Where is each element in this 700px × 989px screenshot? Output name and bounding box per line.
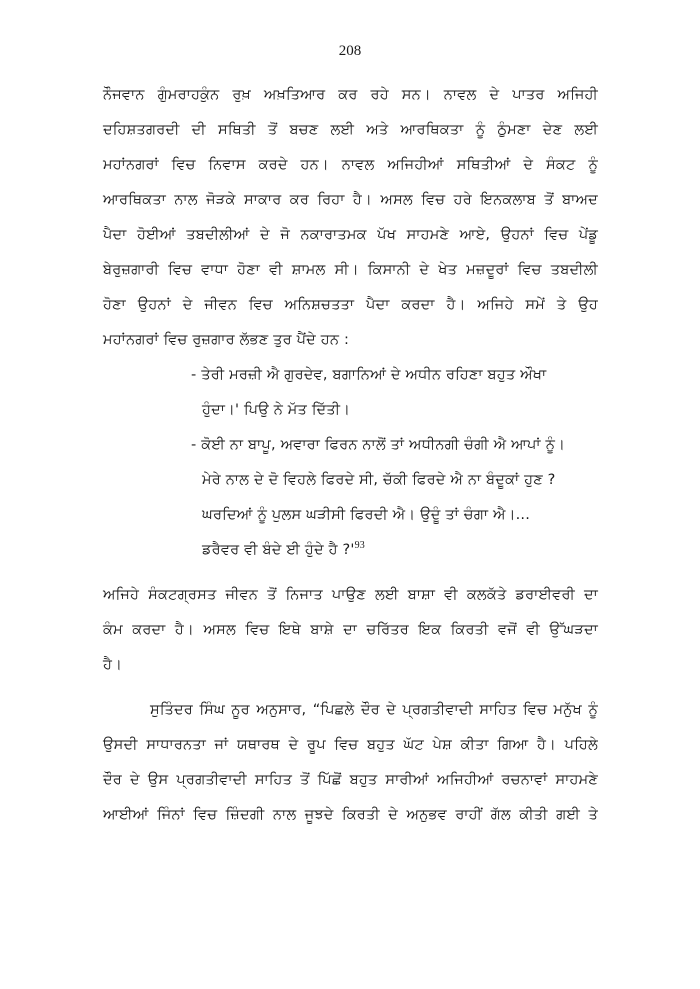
text-line: ਆਰਥਿਕਤਾ ਨਾਲ ਜੋੜਕੇ ਸਾਕਾਰ ਕਰ ਰਿਹਾ ਹੈ। ਅਸਲ ਵਿਚ ਹਰੇ ਇਨਕਲਾਬ ਤੋਂ ਬਾਅਦ	[103, 192, 598, 208]
block-quote	[103, 358, 598, 568]
page-number: 208	[338, 43, 362, 59]
text-line: ਸੁਤਿੰਦਰ ਸਿੰਘ ਨੂਰ ਅਨੁਸਾਰ, “ਪਿਛਲੇ ਦੌਰ ਦੇ ਪ੍ਰਗਤੀਵਾਦੀ ਸਾਹਿਤ ਵਿਚ ਮਨੁੱਖ ਨੂੰ	[150, 702, 598, 718]
quote-line: ਹੁੰਦਾ।' ਪਿਉ ਨੇ ਮੱਤ ਦਿੱਤੀ।	[202, 402, 351, 418]
text-line: ਦਹਿਸ਼ਤਗਰਦੀ ਦੀ ਸਥਿਤੀ ਤੋਂ ਬਚਣ ਲਈ ਅਤੇ ਆਰਥਿਕਤਾ ਨੂੰ ਠੁੰਮਣਾ ਦੇਣ ਲਈ	[103, 122, 598, 138]
text-line: ਹੈ।	[103, 657, 123, 673]
quote-text: ਡਰੈਵਰ ਵੀ ਬੰਦੇ ਈ ਹੁੰਦੇ ਹੈ ?'	[202, 542, 355, 558]
text-line: ਮਹਾਂਨਗਰਾਂ ਵਿਚ ਨਿਵਾਸ ਕਰਦੇ ਹਨ। ਨਾਵਲ ਅਜਿਹੀਆਂ ਸਥਿਤੀਆਂ ਦੇ ਸੰਕਟ ਨੂੰ	[103, 157, 598, 173]
paragraph-3	[103, 693, 598, 833]
quote-line: - ਕੋਈ ਨਾ ਬਾਪੂ, ਅਵਾਰਾ ਫਿਰਨ ਨਾਲੋਂ ਤਾਂ ਅਧੀਨਗੀ ਚੰਗੀ ਐ ਆਪਾਂ ਨੂੰ।	[191, 437, 566, 453]
document-body	[103, 78, 598, 833]
paragraph-1	[103, 78, 598, 358]
text-line: ਕੰਮ ਕਰਦਾ ਹੈ। ਅਸਲ ਵਿਚ ਇਥੇ ਬਾਸ਼ੇ ਦਾ ਚਰਿੱਤਰ ਇਕ ਕਿਰਤੀ ਵਜੋਂ ਵੀ ਉੱਘੜਦਾ	[103, 622, 598, 638]
quote-line: ਮੇਰੇ ਨਾਲ ਦੇ ਦੋ ਵਿਹਲੇ ਫਿਰਦੇ ਸੀ, ਚੱਕੀ ਫਿਰਦੇ ਐ ਨਾ ਬੰਦੂਕਾਂ ਹੁਣ ?	[202, 472, 556, 488]
quote-line-last	[103, 533, 598, 568]
text-line: ਹੋਣਾ ਉਹਨਾਂ ਦੇ ਜੀਵਨ ਵਿਚ ਅਨਿਸ਼ਚਤਤਾ ਪੈਦਾ ਕਰਦਾ ਹੈ। ਅਜਿਹੇ ਸਮੇਂ ਤੇ ਉਹ	[103, 297, 598, 313]
footnote-reference: 93	[354, 540, 365, 552]
quote-line: - ਤੇਰੀ ਮਰਜ਼ੀ ਐ ਗੁਰਦੇਵ, ਬਗਾਨਿਆਂ ਦੇ ਅਧੀਨ ਰਹਿਣਾ ਬਹੁਤ ਔਖਾ	[191, 367, 547, 383]
paragraph-2	[103, 578, 598, 683]
text-line: ਆਈਆਂ ਜਿੰਨਾਂ ਵਿਚ ਜ਼ਿੰਦਗੀ ਨਾਲ ਜੂਝਦੇ ਕਿਰਤੀ ਦੇ ਅਨੁਭਵ ਰਾਹੀਂ ਗੱਲ ਕੀਤੀ ਗਈ ਤੇ	[103, 807, 598, 823]
text-line: ਦੌਰ ਦੇ ਉਸ ਪ੍ਰਗਤੀਵਾਦੀ ਸਾਹਿਤ ਤੋਂ ਪਿੱਛੋਂ ਬਹੁਤ ਸਾਰੀਆਂ ਅਜਿਹੀਆਂ ਰਚਨਾਵਾਂ ਸਾਹਮਣੇ	[103, 772, 598, 788]
text-line: ਨੌਜਵਾਨ ਗੁੰਮਰਾਹਕੁੰਨ ਰੁਖ਼ ਅਖ਼ਤਿਆਰ ਕਰ ਰਹੇ ਸਨ। ਨਾਵਲ ਦੇ ਪਾਤਰ ਅਜਿਹੀ	[103, 87, 598, 103]
text-line: ਅਜਿਹੇ ਸੰਕਟਗ੍ਰਸਤ ਜੀਵਨ ਤੋਂ ਨਿਜਾਤ ਪਾਉਣ ਲਈ ਬਾਸ਼ਾ ਵੀ ਕਲਕੱਤੇ ਡਰਾਈਵਰੀ ਦਾ	[103, 587, 598, 603]
text-line: ਪੈਦਾ ਹੋਈਆਂ ਤਬਦੀਲੀਆਂ ਦੇ ਜੋ ਨਕਾਰਾਤਮਕ ਪੱਖ ਸਾਹਮਣੇ ਆਏ, ਉਹਨਾਂ ਵਿਚ ਪੇਂਡੂ	[103, 227, 599, 243]
text-line: ਮਹਾਂਨਗਰਾਂ ਵਿਚ ਰੁਜ਼ਗਾਰ ਲੱਭਣ ਤੁਰ ਪੈਂਦੇ ਹਨ :	[103, 332, 350, 348]
text-line: ਬੇਰੁਜ਼ਗਾਰੀ ਵਿਚ ਵਾਧਾ ਹੋਣਾ ਵੀ ਸ਼ਾਮਲ ਸੀ। ਕਿਸਾਨੀ ਦੇ ਖੇਤ ਮਜ਼ਦੂਰਾਂ ਵਿਚ ਤਬਦੀਲੀ	[103, 262, 598, 278]
text-line: ਉਸਦੀ ਸਾਧਾਰਨਤਾ ਜਾਂ ਯਥਾਰਥ ਦੇ ਰੂਪ ਵਿਚ ਬਹੁਤ ਘੱਟ ਪੇਸ਼ ਕੀਤਾ ਗਿਆ ਹੈ। ਪਹਿਲੇ	[103, 737, 598, 753]
quote-line: ਘਰਦਿਆਂ ਨੂੰ ਪੁਲਸ ਘੜੀਸੀ ਫਿਰਦੀ ਐ। ਉਦੂੰ ਤਾਂ ਚੰਗਾ ਐ।...	[202, 507, 531, 523]
